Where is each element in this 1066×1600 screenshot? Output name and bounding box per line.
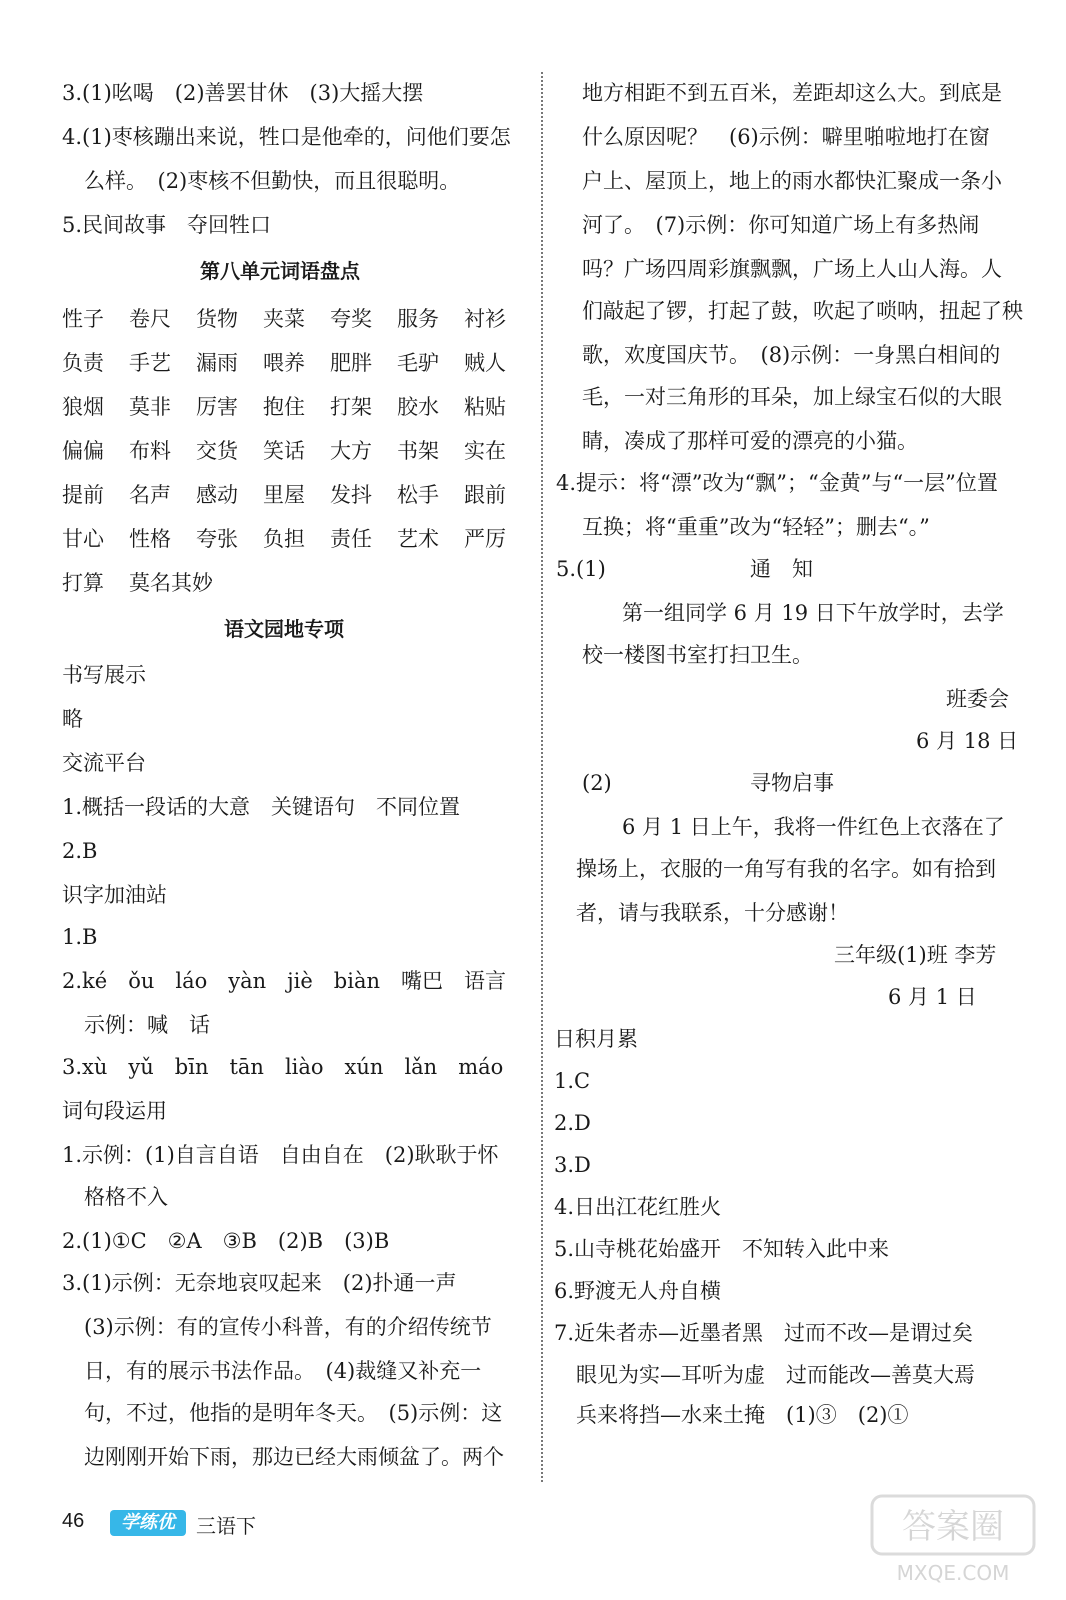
word: 实在 (464, 439, 506, 463)
answer-line: (2) (582, 771, 612, 795)
word: 抱住 (263, 395, 305, 419)
book-subject: 三语下 (196, 1514, 256, 1538)
word: 狼烟 (62, 395, 104, 419)
answer-line: 们敲起了锣，打起了鼓，吹起了唢呐，扭起了秧 (582, 299, 1023, 323)
word: 手艺 (129, 351, 171, 375)
word: 服务 (397, 307, 439, 331)
answer-line: (3)示例：有的宣传小科普，有的介绍传统节 (84, 1315, 492, 1339)
answer-line: 眼见为实—耳听为虚 过而能改—善莫大焉 (576, 1363, 975, 1387)
answer-line: 2.ké ǒu láo yàn jiè biàn 嘴巴 语言 (62, 969, 507, 993)
word: 发抖 (330, 483, 372, 507)
answer-line: 什么原因呢？ (6)示例：噼里啪啦地打在窗 (582, 125, 990, 149)
word: 莫名其妙 (129, 571, 213, 595)
column-divider (541, 72, 543, 1482)
section-heading: 第八单元词语盘点 (200, 259, 360, 283)
sub-heading: 识字加油站 (62, 883, 167, 907)
word: 笑话 (263, 439, 305, 463)
word: 莫非 (129, 395, 171, 419)
word: 喂养 (263, 351, 305, 375)
answer-line: 2.B (62, 839, 98, 863)
answer-line: 操场上，衣服的一角写有我的名字。如有拾到 (576, 857, 996, 881)
word: 严厉 (464, 527, 506, 551)
word: 夹菜 (263, 307, 305, 331)
answer-line: 示例：喊 话 (84, 1013, 210, 1037)
answer-line: 6 月 1 日上午，我将一件红色上衣落在了 (622, 815, 1005, 839)
answer-line: 格格不入 (84, 1185, 168, 1209)
answer-line: 者，请与我联系，十分感谢！ (576, 901, 849, 925)
word: 责任 (330, 527, 372, 551)
word: 跟前 (464, 483, 506, 507)
sub-heading: 日积月累 (554, 1027, 638, 1051)
word: 名声 (129, 483, 171, 507)
word: 漏雨 (196, 351, 238, 375)
answer-line: 1.示例：(1)自言自语 自由自在 (2)耿耿于怀 (62, 1143, 499, 1167)
word: 偏偏 (62, 439, 104, 463)
word: 毛驴 (397, 351, 439, 375)
answer-line: 河了。 (7)示例：你可知道广场上有多热闹 (582, 213, 980, 237)
word: 书架 (397, 439, 439, 463)
sub-heading: 交流平台 (62, 751, 146, 775)
watermark-logo (868, 1490, 1038, 1590)
answer-line: 4.日出江花红胜火 (554, 1195, 722, 1219)
section-heading: 语文园地专项 (224, 617, 344, 641)
answer-line: 吗？广场四周彩旗飘飘，广场上人山人海。人 (582, 257, 1002, 281)
answer-line: 互换；将“重重”改为“轻轻”；删去“。” (582, 515, 930, 539)
word: 大方 (330, 439, 372, 463)
word: 粘贴 (464, 395, 506, 419)
notice-title: 寻物启事 (750, 771, 834, 795)
date: 6 月 18 日 (916, 729, 1019, 753)
answer-line: 3.(1)示例：无奈地哀叹起来 (2)扑通一声 (62, 1271, 457, 1295)
word: 负责 (62, 351, 104, 375)
answer-line: 1.C (554, 1069, 591, 1093)
notice-title: 通 知 (750, 557, 813, 581)
word: 里屋 (263, 483, 305, 507)
word: 胶水 (397, 395, 439, 419)
answer-line: 5.(1) (556, 557, 606, 581)
signature: 班委会 (946, 687, 1009, 711)
sub-heading: 书写展示 (62, 663, 146, 687)
answer-line: 边刚刚开始下雨，那边已经大雨倾盆了。两个 (84, 1445, 504, 1469)
word: 打算 (62, 571, 104, 595)
word: 衬衫 (464, 307, 506, 331)
answer-line: 4.提示：将“漂”改为“飘”；“金黄”与“一层”位置 (556, 471, 998, 495)
word: 卷尺 (129, 307, 171, 331)
word: 打架 (330, 395, 372, 419)
word: 甘心 (62, 527, 104, 551)
answer-line: 第一组同学 6 月 19 日下午放学时，去学 (622, 601, 1004, 625)
answer-line: 6.野渡无人舟自横 (554, 1279, 722, 1303)
answer-line: 7.近朱者赤—近墨者黑 过而不改—是谓过矣 (554, 1321, 974, 1345)
word: 感动 (196, 483, 238, 507)
answer-line: 日，有的展示书法作品。 (4)裁缝又补充一 (84, 1359, 482, 1383)
sub-heading: 词句段运用 (62, 1099, 167, 1123)
answer-line: 句，不过，他指的是明年冬天。 (5)示例：这 (84, 1401, 503, 1425)
word: 肥胖 (330, 351, 372, 375)
page-number: 46 (62, 1510, 85, 1532)
answer-line: 3.xù yǔ bīn tān liào xún lǎn máo (62, 1055, 504, 1079)
answer-line: 3.(1)吆喝 (2)善罢甘休 (3)大摇大摆 (62, 81, 424, 105)
answer-line: 略 (62, 707, 83, 731)
word: 贼人 (464, 351, 506, 375)
word: 厉害 (196, 395, 238, 419)
word: 夸奖 (330, 307, 372, 331)
word: 艺术 (397, 527, 439, 551)
answer-line: 1.概括一段话的大意 关键语句 不同位置 (62, 795, 461, 819)
answer-line: 3.D (554, 1153, 591, 1177)
answer-line: 地方相距不到五百米，差距却这么大。到底是 (582, 81, 1002, 105)
date: 6 月 1 日 (888, 985, 977, 1009)
answer-line: 户上、屋顶上，地上的雨水都快汇聚成一条小 (582, 169, 1002, 193)
answer-line: 2.(1)①C ②A ③B (2)B (3)B (62, 1229, 390, 1253)
brand-logo: 学练优 (110, 1510, 186, 1536)
answer-line: 4.(1)枣核蹦出来说，牲口是他牵的，问他们要怎 (62, 125, 511, 149)
answer-line: 1.B (62, 925, 98, 949)
answer-line: 兵来将挡—水来土掩 (1)③ (2)① (576, 1403, 909, 1427)
word: 交货 (196, 439, 238, 463)
word: 布料 (129, 439, 171, 463)
answer-line: 睛，凑成了那样可爱的漂亮的小猫。 (582, 429, 918, 453)
answer-line: 5.民间故事 夺回牲口 (62, 213, 272, 237)
word: 松手 (397, 483, 439, 507)
answer-line: 5.山寺桃花始盛开 不知转入此中来 (554, 1237, 890, 1261)
word: 性子 (62, 307, 104, 331)
answer-line: 校一楼图书室打扫卫生。 (582, 643, 813, 667)
word: 性格 (129, 527, 171, 551)
answer-line: 2.D (554, 1111, 591, 1135)
word: 提前 (62, 483, 104, 507)
answer-line: 么样。 (2)枣核不但勤快，而且很聪明。 (84, 169, 461, 193)
answer-line: 歌，欢度国庆节。 (8)示例：一身黑白相间的 (582, 343, 1001, 367)
watermark-title: 答案圈 (902, 1507, 1004, 1547)
watermark-url: MXQE.COM (896, 1561, 1010, 1585)
answer-line: 毛，一对三角形的耳朵，加上绿宝石似的大眼 (582, 385, 1002, 409)
word: 货物 (196, 307, 238, 331)
signature: 三年级(1)班 李芳 (834, 943, 997, 967)
word: 夸张 (196, 527, 238, 551)
word: 负担 (263, 527, 305, 551)
